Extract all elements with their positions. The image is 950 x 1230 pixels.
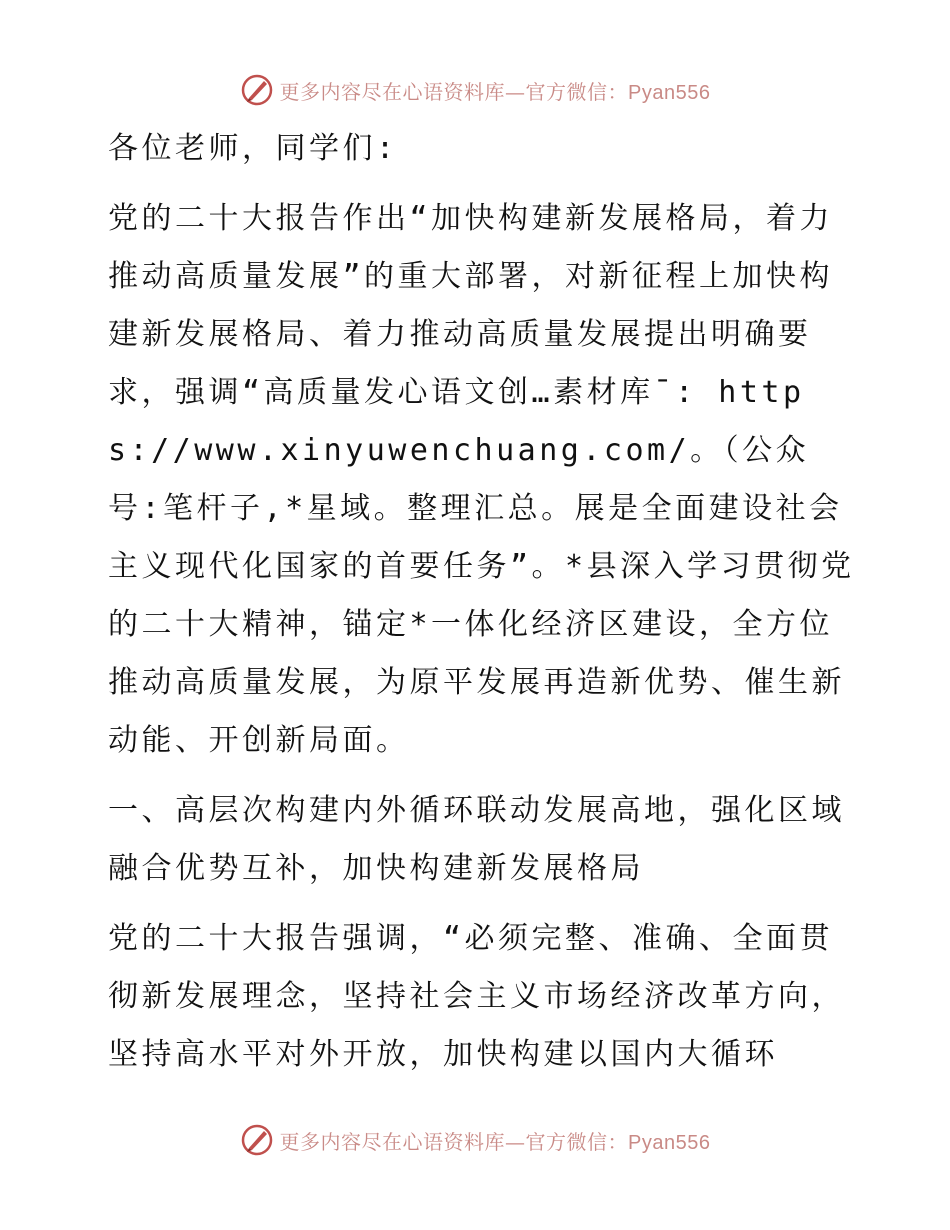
header-banner-label: 更多内容尽在心语资料库—官方微信： (279, 79, 629, 104)
footer-banner-label: 更多内容尽在心语资料库—官方微信： (279, 1129, 629, 1154)
header-banner (0, 70, 950, 110)
header-banner-brand: Pyan556 (628, 81, 711, 104)
header-banner-text (280, 76, 711, 105)
footer-banner-text (280, 1126, 711, 1155)
pen-quill-logo-icon (240, 73, 274, 107)
greeting: 各位老师，同学们: (108, 131, 398, 166)
footer-banner (0, 1120, 950, 1160)
document-body (98, 120, 858, 1084)
pen-quill-logo-icon (240, 1123, 274, 1157)
section-heading-1: 一、高层次构建内外循环联动发展高地，强化区域融合优势互补，加快构建新发展格局 (108, 793, 845, 886)
footer-banner-brand: Pyan556 (628, 1131, 711, 1154)
paragraph-section-1: 党的二十大报告强调，“必须完整、准确、全面贯彻新发展理念，坚持社会主义市场经济改革方向，坚持高水平对外开放，加快构建以国内大循环 (108, 921, 845, 1072)
paragraph-intro: 党的二十大报告作出“加快构建新发展格局，着力推动高质量发展”的重大部署，对新征程上加快构建新发展格局、着力推动高质量发展提出明确要求，强调“高质量发心语文创…素材库¯: https://www.xinyuwenchuang.com/。（公众号:笔杆子,*星域。整理汇总。展是全面建设社会主义现代化国家的首要任务”。*县深入学习贯彻党的二十大精神，锚定*一体化经济区建设，全方位推动高质量发展，为原平发展再造新优势、催生新动能、开创新局面。 (108, 201, 855, 758)
